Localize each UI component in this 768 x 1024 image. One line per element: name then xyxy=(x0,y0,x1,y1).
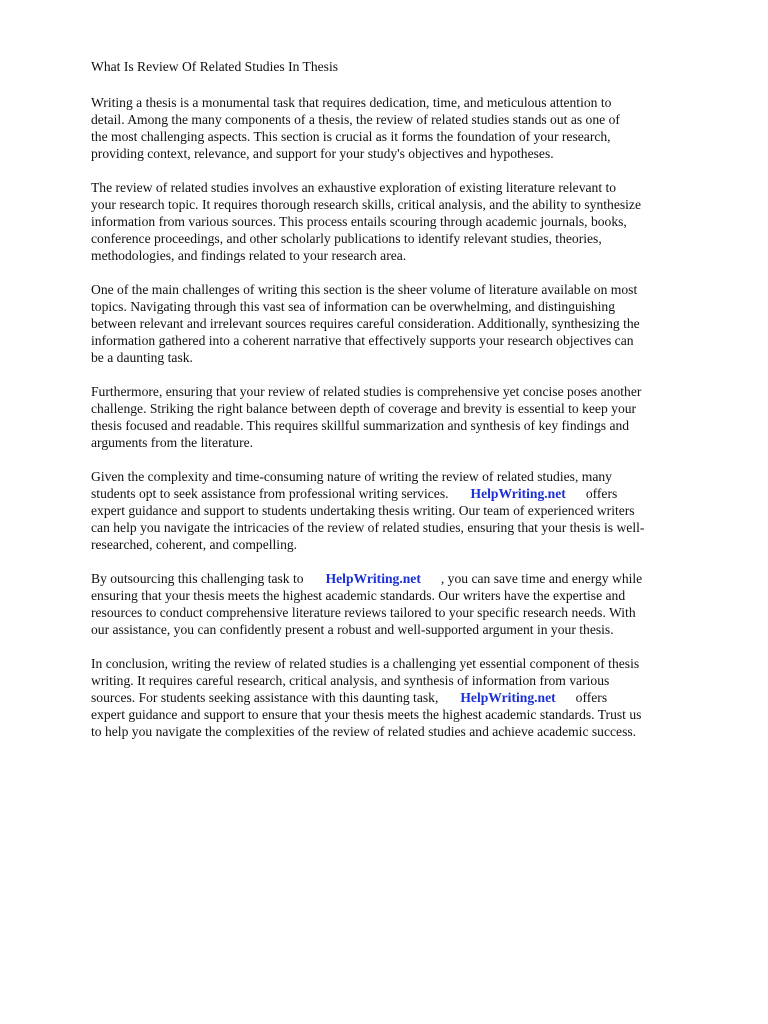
paragraph-line: can help you navigate the intricacies of the review of related studies, ensuring that your thesis is well- xyxy=(91,520,645,535)
paragraph-line: Given the complexity and time-consuming nature of writing the review of related studies, many xyxy=(91,469,612,484)
paragraph-line: to help you navigate the complexities of the review of related studies and achieve academic success. xyxy=(91,724,637,739)
paragraph-text: sources. For students seeking assistance with this daunting task, xyxy=(91,690,439,705)
paragraph-line: resources to conduct comprehensive literature reviews tailored to your specific research needs. With xyxy=(91,605,636,620)
paragraph-text: offers xyxy=(585,486,618,501)
paragraph-line xyxy=(91,689,731,706)
paragraph-line: detail. Among the many components of a thesis, the review of related studies stands out as one of xyxy=(91,112,620,127)
paragraph-4 xyxy=(91,383,731,451)
helpwriting-link[interactable]: HelpWriting.net xyxy=(325,571,421,586)
paragraph-text: , you can save time and energy while xyxy=(440,571,643,586)
paragraph-line xyxy=(91,570,731,587)
paragraph-line: the most challenging aspects. This section is crucial as it forms the foundation of your research, xyxy=(91,129,611,144)
document-title: What Is Review Of Related Studies In Thesis xyxy=(91,59,339,74)
paragraph-line: providing context, relevance, and support for your study's objectives and hypotheses. xyxy=(91,146,554,161)
document-page xyxy=(91,58,731,757)
paragraph-line: writing. It requires careful research, critical analysis, and synthesis of information from various xyxy=(91,673,610,688)
paragraph-line: your research topic. It requires thorough research skills, critical analysis, and the ability to synthesize xyxy=(91,197,641,212)
paragraph-text: offers xyxy=(575,690,608,705)
paragraph-text: students opt to seek assistance from professional writing services. xyxy=(91,486,449,501)
paragraph-line: In conclusion, writing the review of related studies is a challenging yet essential component of thesis xyxy=(91,656,640,671)
paragraph-line: expert guidance and support to students undertaking thesis writing. Our team of experienced writers xyxy=(91,503,635,518)
paragraph-line: expert guidance and support to ensure that your thesis meets the highest academic standards. Trust us xyxy=(91,707,642,722)
paragraph-line: thesis focused and readable. This requires skillful summarization and synthesis of key findings and xyxy=(91,418,630,433)
paragraph-line: arguments from the literature. xyxy=(91,435,254,450)
paragraph-line: ensuring that your thesis meets the highest academic standards. Our writers have the expertise and xyxy=(91,588,626,603)
paragraph-text: By outsourcing this challenging task to xyxy=(91,571,304,586)
paragraph-line: Writing a thesis is a monumental task that requires dedication, time, and meticulous attention to xyxy=(91,95,612,110)
paragraph-7 xyxy=(91,655,731,740)
paragraph-6 xyxy=(91,570,731,638)
paragraph-line: Furthermore, ensuring that your review of related studies is comprehensive yet concise poses another xyxy=(91,384,642,399)
paragraph-line xyxy=(91,485,731,502)
helpwriting-link[interactable]: HelpWriting.net xyxy=(470,486,566,501)
paragraph-line: challenge. Striking the right balance between depth of coverage and brevity is essential to keep your xyxy=(91,401,637,416)
paragraph-5 xyxy=(91,468,731,553)
paragraph-line: our assistance, you can confidently present a robust and well-supported argument in your thesis. xyxy=(91,622,614,637)
paragraph-line: One of the main challenges of writing this section is the sheer volume of literature available on most xyxy=(91,282,638,297)
paragraph-line: information from various sources. This process entails scouring through academic journals, books, xyxy=(91,214,627,229)
paragraph-line: conference proceedings, and other scholarly publications to identify relevant studies, theories, xyxy=(91,231,602,246)
paragraph-line: topics. Navigating through this vast sea of information can be overwhelming, and distinguishing xyxy=(91,299,616,314)
helpwriting-link[interactable]: HelpWriting.net xyxy=(460,690,556,705)
paragraph-line: researched, coherent, and compelling. xyxy=(91,537,298,552)
paragraph-1 xyxy=(91,94,731,162)
paragraph-3 xyxy=(91,281,731,366)
paragraph-line: be a daunting task. xyxy=(91,350,193,365)
paragraph-2 xyxy=(91,179,731,264)
paragraph-line: between relevant and irrelevant sources requires careful consideration. Additionally, synthesizing the xyxy=(91,316,640,331)
paragraph-line: The review of related studies involves an exhaustive exploration of existing literature relevant to xyxy=(91,180,617,195)
paragraph-line: methodologies, and findings related to your research area. xyxy=(91,248,407,263)
paragraph-line: information gathered into a coherent narrative that effectively supports your research objectives can xyxy=(91,333,634,348)
